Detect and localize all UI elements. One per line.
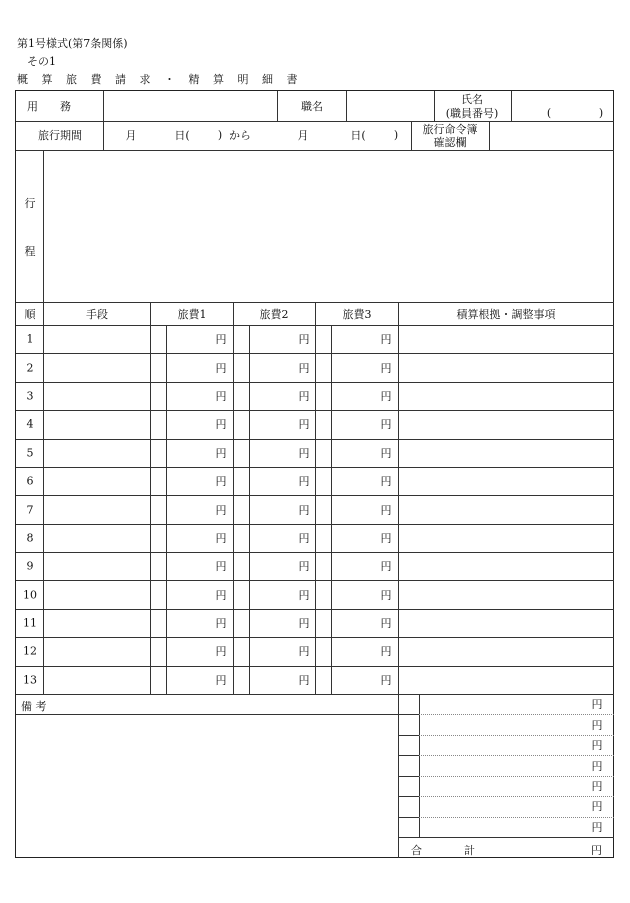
divider: [398, 817, 419, 818]
divider: [419, 694, 420, 837]
fare-2-yen: 円: [298, 588, 310, 602]
duty-label: 用 務: [27, 100, 71, 113]
dotted-divider: [419, 735, 614, 736]
divider: [346, 91, 347, 121]
position-label: 職名: [301, 100, 323, 113]
fare-1-yen: 円: [215, 475, 227, 489]
fare-1-yen: 円: [215, 446, 227, 460]
itinerary-label-1: 行: [24, 197, 36, 210]
col-header-basis: 積算根拠・調整事項: [456, 308, 556, 321]
divider: [16, 714, 398, 715]
subtotal-yen: 円: [591, 759, 603, 773]
name-label: 氏名: [461, 93, 483, 106]
divider: [398, 735, 419, 736]
confirm-label-2: 確認欄: [433, 136, 467, 149]
fare-1-yen: 円: [215, 389, 227, 403]
fare-3-yen: 円: [380, 531, 392, 545]
to-weekday-close: ): [393, 128, 399, 142]
fare-1-yen: 円: [215, 361, 227, 375]
form-sub: その1: [27, 55, 56, 68]
divider: [166, 325, 167, 694]
col-header-order: 順: [24, 308, 36, 321]
fare-1-yen: 円: [215, 673, 227, 687]
row-number: 4: [26, 417, 34, 431]
kara: から: [229, 129, 251, 142]
from-weekday-close: ): [217, 128, 223, 142]
period-label: 旅行期間: [38, 129, 82, 142]
divider: [398, 796, 419, 797]
form-frame: [15, 90, 614, 858]
row-number: 13: [23, 673, 37, 687]
to-day: 日(: [350, 129, 366, 142]
divider: [277, 91, 278, 121]
fare-1-yen: 円: [215, 503, 227, 517]
fare-1-yen: 円: [215, 560, 227, 574]
dotted-divider: [419, 817, 614, 818]
subtotal-yen: 円: [591, 739, 603, 753]
dotted-divider: [419, 796, 614, 797]
divider: [434, 91, 435, 121]
row-number: 9: [26, 559, 34, 573]
divider: [411, 121, 412, 150]
itinerary-label-2: 程: [24, 245, 36, 258]
form-number: 第1号様式(第7条関係): [17, 37, 128, 50]
fare-3-yen: 円: [380, 389, 392, 403]
from-day: 日(: [174, 129, 190, 142]
subtotal-yen: 円: [591, 779, 603, 793]
divider: [16, 121, 614, 122]
fare-3-yen: 円: [380, 418, 392, 432]
employee-number-label: (職員番号): [445, 107, 499, 120]
fare-2-yen: 円: [298, 418, 310, 432]
fare-3-yen: 円: [380, 560, 392, 574]
divider: [398, 755, 419, 756]
fare-2-yen: 円: [298, 503, 310, 517]
to-month: 月: [297, 129, 309, 142]
fare-2-yen: 円: [298, 333, 310, 347]
fare-3-yen: 円: [380, 333, 392, 347]
divider: [489, 121, 490, 150]
fare-1-yen: 円: [215, 645, 227, 659]
divider: [398, 837, 614, 838]
row-number: 1: [26, 332, 34, 346]
divider: [511, 91, 512, 121]
subtotal-yen: 円: [591, 718, 603, 732]
dotted-divider: [419, 714, 614, 715]
fare-3-yen: 円: [380, 361, 392, 375]
fare-3-yen: 円: [380, 645, 392, 659]
id-paren-close: ): [598, 106, 604, 120]
row-number: 11: [23, 616, 37, 630]
total-yen: 円: [591, 844, 602, 857]
divider: [16, 694, 614, 695]
divider: [249, 325, 250, 694]
col-header-means: 手段: [86, 308, 108, 321]
divider: [398, 714, 419, 715]
divider: [398, 302, 399, 694]
fare-1-yen: 円: [215, 617, 227, 631]
subtotal-yen: 円: [591, 820, 603, 834]
page-title: 概 算 旅 費 請 求 ・ 精 算 明 細 書: [17, 73, 303, 86]
divider: [43, 150, 44, 302]
row-number: 7: [26, 503, 34, 516]
fare-3-yen: 円: [380, 446, 392, 460]
row-number: 2: [26, 361, 34, 375]
col-header-fare1: 旅費1: [177, 308, 207, 321]
row-number: 3: [26, 389, 34, 403]
fare-2-yen: 円: [298, 673, 310, 687]
fare-2-yen: 円: [298, 389, 310, 403]
fare-1-yen: 円: [215, 333, 227, 347]
id-paren-open: (: [546, 106, 552, 120]
row-number: 8: [26, 531, 34, 545]
dotted-divider: [419, 776, 614, 777]
fare-3-yen: 円: [380, 617, 392, 631]
fare-3-yen: 円: [380, 503, 392, 517]
row-number: 6: [26, 474, 34, 488]
divider: [331, 325, 332, 694]
fare-1-yen: 円: [215, 418, 227, 432]
fare-2-yen: 円: [298, 531, 310, 545]
fare-2-yen: 円: [298, 475, 310, 489]
divider: [16, 150, 614, 151]
confirm-label-1: 旅行命令簿: [422, 123, 478, 136]
divider: [315, 302, 316, 694]
fare-2-yen: 円: [298, 645, 310, 659]
dotted-divider: [419, 755, 614, 756]
total-label-a: 合: [411, 844, 422, 857]
total-label-b: 計: [464, 844, 475, 857]
row-number: 10: [23, 588, 37, 602]
divider: [398, 776, 419, 777]
fare-3-yen: 円: [380, 673, 392, 687]
divider: [150, 302, 151, 694]
divider: [43, 302, 44, 694]
subtotal-yen: 円: [591, 698, 603, 712]
fare-1-yen: 円: [215, 531, 227, 545]
remarks-label: 備 考: [21, 700, 47, 713]
fare-3-yen: 円: [380, 588, 392, 602]
fare-2-yen: 円: [298, 560, 310, 574]
fare-2-yen: 円: [298, 446, 310, 460]
col-header-fare3: 旅費3: [342, 308, 372, 321]
row-number: 12: [23, 644, 37, 658]
fare-2-yen: 円: [298, 361, 310, 375]
fare-1-yen: 円: [215, 588, 227, 602]
divider: [233, 302, 234, 694]
fare-2-yen: 円: [298, 617, 310, 631]
subtotal-yen: 円: [591, 800, 603, 814]
col-header-fare2: 旅費2: [259, 308, 289, 321]
row-number: 5: [26, 446, 34, 460]
from-month: 月: [125, 129, 137, 142]
fare-3-yen: 円: [380, 475, 392, 489]
